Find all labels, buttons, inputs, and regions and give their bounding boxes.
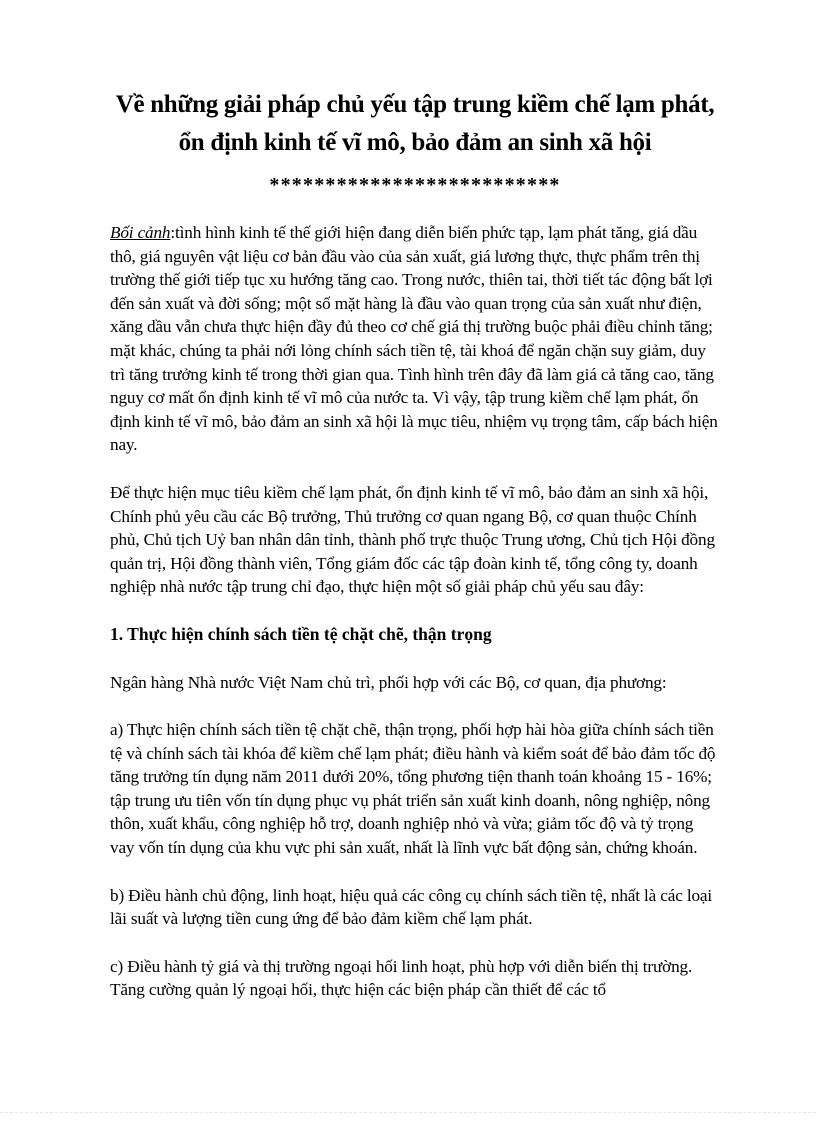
section-1-item-a: a) Thực hiện chính sách tiền tệ chặt chẽ, thận trọng, phối hợp hài hòa giữa chính sách tiền tệ và chính sách tài khóa để kiềm chế lạm phát; điều hành và kiểm soát để bảo đảm tốc độ tăng trưởng tín dụng năm 2011 dưới 20%, tổng phương tiện thanh toán khoảng 15 - 16%; tập trung ưu tiên vốn tín dụng phục vụ phát triển sản xuất kinh doanh, nông nghiệp, nông thôn, xuất khẩu, công nghiệp hỗ trợ, doanh nghiệp nhỏ và vừa; giảm tốc độ và tỷ trọng vay vốn tín dụng của khu vực phi sản xuất, nhất là lĩnh vực bất động sản, chứng khoán. [110,720,716,858]
context-paragraph [110,221,720,457]
context-text: :tình hình kinh tế thế giới hiện đang diễn biến phức tạp, lạm phát tăng, giá dầu thô, giá nguyên vật liệu cơ bản đầu vào của sản xuất, giá lương thực, thực phẩm trên thị trường thế giới tiếp tục xu hướng tăng cao. Trong nước, thiên tai, thời tiết tác động bất lợi đến sản xuất và đời sống; một số mặt hàng là đầu vào quan trọng của sản xuất như điện, xăng dầu vẫn chưa thực hiện đầy đủ theo cơ chế giá thị trường buộc phải điều chỉnh tăng; mặt khác, chúng ta phải nới lỏng chính sách tiền tệ, tài khoá để ngăn chặn suy giảm, duy trì tăng trưởng kinh tế trong thời gian qua. Tình hình trên đây đã làm giá cả tăng cao, tăng nguy cơ mất ổn định kinh tế vĩ mô của nước ta. Vì vậy, tập trung kiềm chế lạm phát, ổn định kinh tế vĩ mô, bảo đảm an sinh xã hội là mục tiêu, nhiệm vụ trọng tâm, cấp bách hiện nay. [110,223,718,455]
section-1-item-c: c) Điều hành tỷ giá và thị trường ngoại hối linh hoạt, phù hợp với diễn biến thị trường. Tăng cường quản lý ngoại hối, thực hiện các biện pháp cần thiết để các tổ [110,956,693,1000]
section-1-item-b: b) Điều hành chủ động, linh hoạt, hiệu quả các công cụ chính sách tiền tệ, nhất là các loại lãi suất và lượng tiền cung ứng để bảo đảm kiềm chế lạm phát. [110,885,713,929]
title-separator: ************************** [269,174,561,196]
context-label: Bối cảnh [110,223,171,242]
document-body [110,86,720,1002]
page-bottom-border [0,1112,816,1113]
objective-paragraph: Để thực hiện mục tiêu kiềm chế lạm phát, ổn định kinh tế vĩ mô, bảo đảm an sinh xã hội, Chính phủ yêu cầu các Bộ trưởng, Thủ trưởng cơ quan ngang Bộ, cơ quan thuộc Chính phủ, Chủ tịch Uỷ ban nhân dân tỉnh, thành phố trực thuộc Trung ương, Chủ tịch Hội đồng quản trị, Hội đồng thành viên, Tổng giám đốc các tập đoàn kinh tế, tổng công ty, doanh nghiệp nhà nước tập trung chỉ đạo, thực hiện một số giải pháp chủ yếu sau đây: [110,482,715,597]
section-1-heading: 1. Thực hiện chính sách tiền tệ chặt chẽ, thận trọng [110,623,492,644]
document-title: Về những giải pháp chủ yếu tập trung kiềm chế lạm phát, ổn định kinh tế vĩ mô, bảo đảm an sinh xã hội [115,91,715,156]
section-1-intro: Ngân hàng Nhà nước Việt Nam chủ trì, phối hợp với các Bộ, cơ quan, địa phương: [110,672,667,692]
